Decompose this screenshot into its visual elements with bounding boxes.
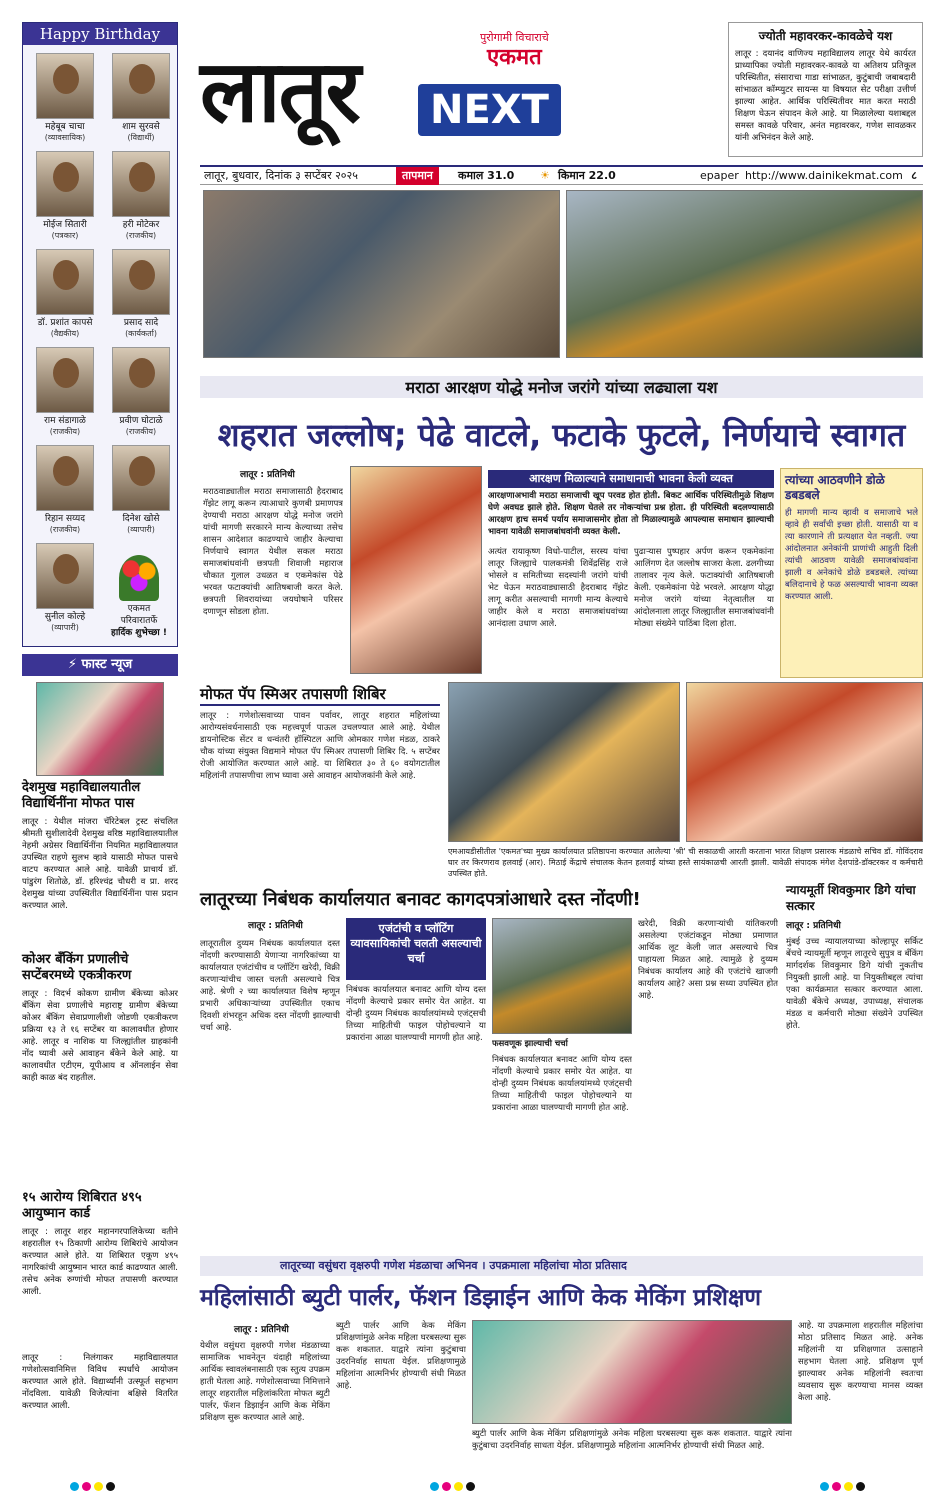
birthday-person [105, 53, 177, 143]
beauty-kicker: लातूरच्या वसुंधरा वृक्षरुपी गणेश मंडळाचा अभिनव । उपक्रमाला महिलांचा मोठा प्रतिसाद [200, 1256, 923, 1276]
person-name: प्रसाद सादे [123, 318, 159, 328]
sun-icon: ☀ [540, 169, 550, 182]
person-role: (राजकीय) [125, 427, 157, 436]
birthday-person [29, 347, 101, 437]
birthday-person [29, 151, 101, 241]
story-3-body: लातूर : लातूर शहर महानगरपालिकेच्या वतीने शहरातील १५ ठिकाणी आरोग्य शिबिरांचे आयोजन करण्यात आले होते. या शिबिरात एकूण ४९५ नागरिकांची आयुष्मान भारत कार्ड काढण्यात आली. तसेच अनेक रुग्णांची मोफत तपासणी करण्यात आली. [22, 1227, 178, 1297]
person-role: (व्यापारी) [127, 525, 155, 534]
cmyk-marks-center [430, 1482, 475, 1494]
celebration-photo-2 [566, 190, 923, 358]
cyan-dot [70, 1482, 79, 1491]
top-right-title: ज्योती महावरकर-कावळेचे यश [758, 29, 893, 43]
greeting-line-3: हार्दिक शुभेच्छा ! [111, 628, 167, 638]
birthday-person [105, 249, 177, 339]
person-photo [36, 53, 94, 119]
dateline: लातूर, बुधवार, दिनांक ३ सप्टेंबर २०२५ [204, 169, 358, 182]
registry-col-1: लातूरातील दुय्यम निबंधक कार्यालयात दस्त नोंदणी करण्यासाठी येणाऱ्या नागरिकांच्या या कार्यालयात एजंटांचीच व प्लॉटिंग खरेदी, विक्री करणाऱ्यांचीच जास्त चलती असल्याचे चित्र आहे. श्रेणी २ च्या कार्यालयात विशेष म्हणून प्रभारी अधिकाऱ्यांच्या उपस्थितीत एकाच दिवशी शंभरहून अधिक दस्त नोंदणी झाल्याची चर्चा आहे. [200, 939, 340, 1033]
person-role: (राजकीय) [49, 427, 81, 436]
beauty-headline: महिलांसाठी ब्युटी पार्लर, फॅशन डिझाईन आणि केक मेकिंग प्रशिक्षण [200, 1285, 762, 1311]
person-role: (विद्यार्थी) [127, 133, 155, 142]
story-1-title: देशमुख महाविद्यालयातील विद्यार्थिनींना मोफत पास [22, 780, 141, 811]
cyan-dot [430, 1482, 439, 1491]
checkup-body: लातूर : गणेशोत्सवाच्या पावन पर्वावर, लातूर शहरात महिलांच्या आरोग्यसंवर्धनासाठी एक महत्त्वपूर्ण पाऊल उचलण्यात आले आहे. येथील डायनोस्टिक सेंटर व धन्वंतरी हॉस्पिटल आणि ओमकार गणेश मंडळ, ठाकरे चौक यांच्या संयुक्त विद्यमाने मोफत पॅप स्मिअर तपासणी शिबिर दि. ५ सप्टेंबर रोजी आयोजित करण्यात आले आहे. या शिबिरात ३० ते ६० वयोगटातील महिलांनी तपासणीचा लाभ घ्यावा असे आवाहन आयोजकांनी केले आहे. [200, 711, 440, 781]
brand-logo [480, 28, 549, 68]
registry-box-title: एजंटांची व प्लॉटिंग व्यावसायिकांची चलती असल्याची चर्चा [346, 918, 486, 980]
bouquet-icon [119, 555, 159, 601]
person-name: राम संडागाळे [44, 416, 86, 426]
registry-col-2: निबंधक कार्यालयात बनावट आणि योग्य दस्त नोंदणी केल्याचे प्रकार समोर येत आहेत. या दोन्ही दुय्यम निबंधक कार्यालयांमध्ये एजंट्सची तिच्या माहितीची फाइल पोहोचल्याने या प्रकारांना आळा घालण्याची मागणी होत आहे. [346, 985, 486, 1043]
black-dot [466, 1482, 475, 1491]
birthday-person [105, 347, 177, 437]
black-dot [106, 1482, 115, 1491]
person-role: (पत्रकार) [51, 231, 79, 240]
lead-byline: लातूर : प्रतिनिधी [240, 470, 295, 480]
registry-col-3: निबंधक कार्यालयात बनावट आणि योग्य दस्त नोंदणी केल्याचे प्रकार समोर येत आहेत. या दोन्ही दुय्यम निबंधक कार्यालयांमध्ये एजंट्सची तिच्या माहितीची फाइल पोहोचल्याने या प्रकारांना आळा घालण्याची मागणी होत आहे. [492, 1055, 632, 1113]
lead-headline: शहरात जल्लोष; पेढे वाटले, फटाके फुटले, निर्णयाचे स्वागत [217, 416, 906, 454]
person-photo [112, 249, 170, 315]
aside-box [780, 468, 923, 678]
magenta-dot [82, 1482, 91, 1491]
page-number: ८ [911, 169, 917, 182]
story-3-title: १५ आरोग्य शिबिरात ४९५ आयुष्मान कार्ड [22, 1190, 142, 1221]
person-name: मोईज सितारी [43, 220, 87, 230]
person-photo [112, 53, 170, 119]
top-right-body: लातूर : दयानंद वाणिज्य महाविद्यालय लातूर येथे कार्यरत प्राध्यापिका ज्योती महावरकर-कावळे या अतिशय प्रतिकूल परिस्थितीत, संसाराचा गाडा सांभाळत, कुटुंबाची जबाबदारी सांभाळत कॉम्प्युटर सायन्स या विषयात सेट परीक्षा उत्तीर्ण झाल्या आहेत. आर्थिक परिस्थितीवर मात करत मराठी शिक्षण घेऊन संपादन केले आहे. या मिळालेल्या यशाबद्दल समस्त कावळे परिवार, अनंत महावरकर, गणेश सावळकर यांनी अभिनंदन केले आहे. [735, 49, 916, 143]
epaper-label: epaper [700, 169, 739, 182]
registry-photo-caption: फसवणूक झाल्याची चर्चा [492, 1039, 568, 1049]
top-right-box [728, 22, 923, 157]
brand-tagline: पुरोगामी विचाराचे [480, 31, 549, 44]
judge-title: न्यायमूर्ती शिवकुमार डिगे यांचा सत्कार [786, 883, 916, 913]
person-role: (कार्यकर्ता) [125, 329, 157, 338]
person-role: (राजकीय) [49, 525, 81, 534]
birthday-person [29, 53, 101, 143]
yellow-dot [454, 1482, 463, 1491]
website-url[interactable]: http://www.dainikekmat.com [745, 169, 903, 182]
celebration-photo-1 [203, 190, 560, 358]
registry-byline: लातूर : प्रतिनिधी [248, 921, 303, 931]
registry-col-4: खरेदी, विक्री करणाऱ्यांची यांतिकरणी असलेल्या एजंटांकडून मोठ्या प्रमाणात आर्थिक लूट केली जात असल्याचे चित्र पाहायला मिळत आहे. त्यामुळे हे दुय्यम निबंधक कार्यालय आहे की एजंटांचे खाजगी कार्यालय आहे? असा प्रश्न सध्या उपस्थित होत आहे. [638, 919, 778, 1001]
judge-body: मुंबई उच्च न्यायालयाच्या कोल्हापूर सर्किट बेंचचे न्यायमूर्ती म्हणून लातूरचे सुपुत्र व बँकिंग मार्गदर्शक शिवकुमार डिगे यांची नुकतीच नियुक्ती झाली आहे. या नियुक्तीबद्दल त्यांचा एका कार्यक्रमात सत्कार करण्यात आला. यावेळी बँकेचे अध्यक्ष, उपाध्यक्ष, संचालक मंडळ व कर्मचारी मोठ्या संख्येने उपस्थित होते. [786, 937, 923, 1031]
beauty-col-1: येथील वसुंधरा वृक्षरुपी गणेश मंडळाच्या सामाजिक भावनेतून यंदाही महिलांच्या आर्थिक स्वावलंबनासाठी एक स्तुत्य उपक्रम हाती घेतला आहे. गणेशोत्सवाच्या निमित्ताने लातूर शहरातील महिलांकरिता मोफत ब्युटी पार्लर, फॅशन डिझाईन आणि केक मेकिंग प्रशिक्षण सुरू करण्यात आले आहे. [200, 1341, 330, 1423]
birthday-person [29, 543, 101, 633]
fast-news-title: ⚡ फास्ट न्यूज [22, 654, 178, 676]
judge-byline: लातूर : प्रतिनिधी [786, 921, 841, 931]
person-name: हरी मोटेकर [122, 220, 160, 230]
person-role: (व्यापारी) [51, 623, 79, 632]
checkup-title: मोफत पॅप स्मिअर तपासणी शिबिर [200, 684, 440, 706]
brand-name: एकमत [486, 45, 542, 70]
magenta-dot [832, 1482, 841, 1491]
registry-office-photo [492, 918, 632, 1034]
cyan-dot [820, 1482, 829, 1491]
person-name: दिनेश खोसे [122, 514, 160, 524]
sidebar [22, 22, 178, 1462]
aarti-caption: एमआयडीसीतील 'एकमत'च्या मुख्य कार्यालयात प्रतिष्ठापना करण्यात आलेल्या 'श्री' ची सकाळची आरती करताना भारत शिक्षण प्रसारक मंडळाचे सचिव डॉ. गोविंदराव घार तर किरणराव हलवाई (आर). मिठाई केंद्राचे संचालक केतन हलवाई यांच्या हस्ते सायंकाळची आरती झाली. यावेळी संपादक मंगेश देशपांडे-डॉक्टरकर व कर्मचारी उपस्थित होते. [448, 847, 923, 878]
yellow-dot [844, 1482, 853, 1491]
aside-title: त्यांच्या आठवणीने डोळे डबडबले [785, 473, 885, 502]
person-role: (राजकीय) [125, 231, 157, 240]
greeting-line-1: एकमत [127, 604, 151, 614]
dateline-bar [200, 165, 923, 185]
story-2-title: कोअर बँकिंग प्रणालीचे सप्टेंबरमध्ये एकत्रीकरण [22, 952, 132, 983]
training-photo [472, 1320, 792, 1424]
aarti-photo-2 [686, 682, 923, 842]
aside-body: ही मागणी मान्य व्हावी व समाजाचे भले व्हावे ही सर्वांची इच्छा होती. यासाठी या व त्या कारणाने ती प्रत्यक्षात येत नव्हती. ज्या आंदोलनात अनेकांनी प्राणांची आहुती दिली त्यांची आठवण यावेळी समाजबांधवांना झाली व अनेकांचे डोळे डबडबले. त्यांच्या बलिदानाचे हे फळ असल्याची भावना व्यक्त करण्यात आली. [785, 508, 918, 602]
greeting-line-2: परिवारातर्फे [120, 616, 158, 626]
masthead-title: लातूर [200, 42, 359, 142]
greeting [107, 555, 171, 639]
temp-max: कमाल 31.0 [458, 169, 515, 182]
beauty-col-4: आहे. या उपक्रमाला शहरातील महिलांचा मोठा प्रतिसाद मिळत आहे. अनेक महिलांनी या प्रशिक्षणात उत्साहाने सहभाग घेतला आहे. प्रशिक्षण पूर्ण झाल्यावर अनेक महिलांनी स्वतःचा व्यवसाय सुरू करण्याचा मानस व्यक्त केला आहे. [798, 1321, 923, 1403]
temperature-label: तापमान [396, 167, 439, 185]
person-name: डॉ. प्रशांत कापसे [37, 318, 93, 328]
birthday-person [29, 249, 101, 339]
person-photo [112, 347, 170, 413]
lead-col-2: अत्यंत रायाकृष्ण विधो-पाटील, सरस्य यांचा लातूर जिल्ह्याचे पालकमंत्री शिवेंद्रसिंह राजे भोसले व समितीच्या सदस्यांनी जरांगे यांची भेट घेऊन मराठवाड्यासाठी हैदराबाद गॅझेट लागू करीत असल्याची मागणी मान्य केल्याचे जाहीर केले व मराठा समाजबांधवांच्या आनंदाला उधाण आले. [488, 547, 628, 629]
birthday-person [105, 445, 177, 535]
person-role: (व्यावसायिक) [44, 133, 86, 142]
person-name: सुनील कोल्हे [44, 612, 86, 622]
masthead [200, 22, 720, 157]
lead-box-title: आरक्षण मिळाल्याने समाधानाची भावना केली व्यक्त [488, 470, 774, 488]
person-photo [36, 347, 94, 413]
person-photo [36, 249, 94, 315]
beauty-col-3-lower: ब्युटी पार्लर आणि केक मेकिंग प्रशिक्षणांमुळे अनेक महिला घरबसल्या सुरू करू शकतात. याद्वारे त्यांना कुटुंबाचा उदरनिर्वाह साधता येईल. प्रशिक्षणामुळे महिलांना आत्मनिर्भर होण्याची संधी मिळत आहे. [472, 1429, 792, 1451]
magenta-dot [442, 1482, 451, 1491]
person-photo [112, 151, 170, 217]
birthday-person [105, 151, 177, 241]
person-photo [36, 445, 94, 511]
person-photo [36, 151, 94, 217]
person-name: रिहान सय्यद [44, 514, 85, 524]
birthday-title: Happy Birthday [23, 23, 177, 45]
registry-headline: लातूरच्या निबंधक कार्यालयात बनावट कागदपत्रांआधारे दस्त नोंदणी! [200, 889, 641, 910]
lead-kicker: मराठा आरक्षण योद्धे मनोज जरांगे यांच्या लढ्याला यश [200, 376, 923, 398]
cmyk-marks-right [820, 1482, 865, 1494]
fast-news-photo [36, 682, 164, 776]
temp-min: किमान 22.0 [558, 169, 616, 182]
person-role: (वैद्यकीय) [50, 329, 80, 338]
person-name: शाम सुरवसे [122, 122, 160, 132]
fireworks-photo [350, 466, 482, 674]
person-photo [36, 543, 94, 609]
next-logo: NEXT [418, 84, 561, 136]
black-dot [856, 1482, 865, 1491]
story-2-body: लातूर : विदर्भ कोकण ग्रामीण बँकेच्या कोअर बँकिंग सेवा प्रणालीचे महाराष्ट्र ग्रामीण बँकेच्या कोअर बँकिंग सेवाप्रणालीशी जोडणी एकत्रीकरण प्रक्रिया १३ ते १६ सप्टेंबर या कालावधीत होणार आहे. लातूर व नाशिक या जिल्ह्यांतील ग्राहकांनी नोंद घ्यावी असे आवाहन बँकेने केले आहे. या कालावधीत एटीएम, यूपीआय व ऑनलाईन सेवा काही काळ बंद राहतील. [22, 989, 178, 1083]
aarti-photo-1 [448, 682, 680, 842]
lead-col-3: पुढाऱ्यास पुष्पहार अर्पण करून एकमेकांना आलिंगण देत जल्लोष साजरा केला. ढलगीच्या तालावर नृत्य केले. फटाक्यांची आतिषबाजी केली. एकमेकांना पेढे भरवले. आरक्षण योद्धा मनोज जरांगे यांच्या नेतृत्वातील या आंदोलनाला लातूर जिल्ह्यातील समाजबांधवांनी मोठ्या संख्येने पाठिंबा दिला होता. [634, 547, 774, 629]
beauty-col-2: ब्युटी पार्लर आणि केक मेकिंग प्रशिक्षणांमुळे अनेक महिला घरबसल्या सुरू करू शकतात. याद्वारे त्यांना कुटुंबाचा उदरनिर्वाह साधता येईल. प्रशिक्षणामुळे महिलांना आत्मनिर्भर होण्याची संधी मिळत आहे. [336, 1321, 466, 1391]
lead-box-body: आरक्षणाअभावी मराठा समाजाची खूप परवड होत होती. बिकट आर्थिक परिस्थितीमुळे शिक्षण घेणे अवघड झाले होते. शिक्षण घेतले तर नोकऱ्यांचा प्रश्न होता. ही परिस्थिती बदलण्यासाठी आरक्षण हाच समर्थ पर्याय समाजासमोर होता तो मिळाल्यामुळे आपल्यास समाधान झाल्याची भावना यावेळी समाजबांधवांनी व्यक्त केली. [488, 491, 774, 537]
lead-col-1: मराठवाड्यातील मराठा समाजासाठी हैदराबाद गॅझेट लागू करून त्याआधारे कुणबी प्रमाणपत्र देण्याची मराठा आरक्षण योद्धे मनोज जरांगे यांची मागणी सरकारने मान्य केल्याच्या तसेच शासन आदेशात काढण्याचे जाहीर केल्याचा निर्णयाचे स्वागत येथील सकल मराठा समाजबांधवांनी छत्रपती शिवाजी महाराज चौकात गुलाल उधळत व एकमेकांस पेढे भरवत फटाक्यांची आतिषबाजी करत केले. छत्रपती शिवरायांच्या जयघोषाने परिसर दणाणून सोडला होता. [203, 487, 343, 617]
birthday-box [22, 22, 178, 647]
person-name: महेबूब चाचा [45, 122, 85, 132]
story-1-body: लातूर : येथील मांजरा चॅरिटेबल ट्रस्ट संचलित श्रीमती सुशीलादेवी देशमुख वरिष्ठ महाविद्यालयातील नेहमी अग्रेसर विद्यार्थिनींना नियमित महाविद्यालयात उपस्थित राहणे सुलभ व्हावे यासाठी मोफत पासचे वाटप करण्यात आले आहे. यावेळी प्राचार्य डॉ. पांडुरंग शितोळे, डॉ. हरिश्चंद्र चौधरी व प्रा. शरद देशमुख यांच्या उपस्थितीत विद्यार्थिनींना पास प्रदान करण्यात आले. [22, 817, 178, 911]
lightning-icon: ⚡ [67, 657, 82, 672]
story-4-body: लातूर : निलंगाकर महाविद्यालयात गणेशोत्सवानिमित्त विविध स्पर्धांचे आयोजन करण्यात आले होते. विद्यार्थ्यांनी उत्स्फूर्त सहभाग नोंदविला. यावेळी विजेत्यांना बक्षिसे वितरित करण्यात आली. [22, 1353, 178, 1411]
person-photo [112, 445, 170, 511]
yellow-dot [94, 1482, 103, 1491]
person-name: प्रवीण घोटाळे [119, 416, 163, 426]
birthday-person [29, 445, 101, 535]
cmyk-marks-left [70, 1482, 115, 1494]
beauty-byline: लातूर : प्रतिनिधी [234, 1325, 289, 1335]
